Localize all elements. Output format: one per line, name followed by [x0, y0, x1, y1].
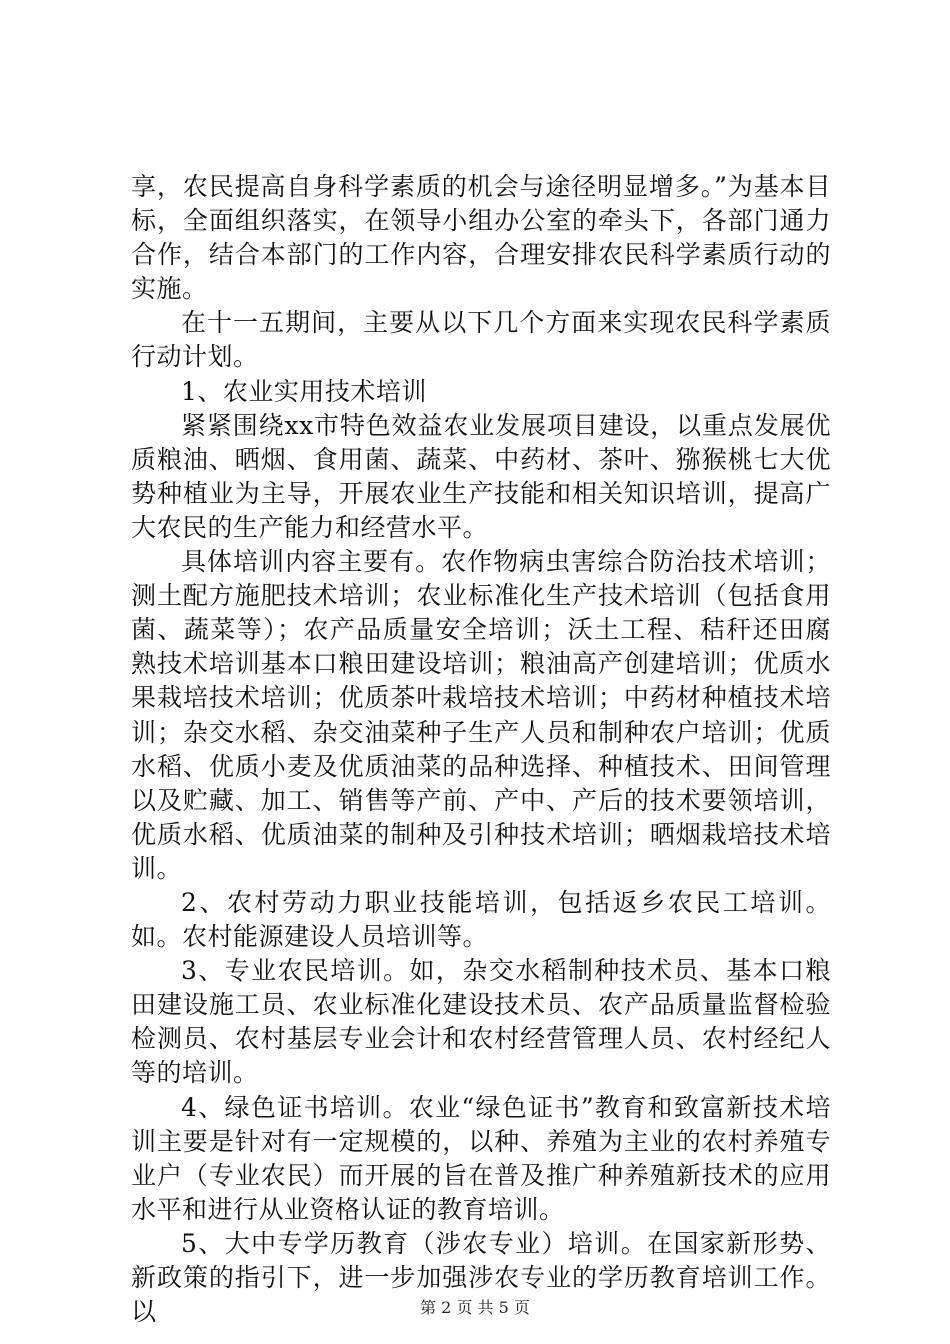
paragraph-3: 紧紧围绕xx市特色效益农业发展项目建设，以重点发展优质粮油、晒烟、食用菌、蔬菜、中药材、茶叶、猕猴桃七大优势种植业为主导，开展农业生产技能和相关知识培训，提高广大农民的生产能力和经营水平。 [131, 410, 831, 542]
paragraph-2: 在十一五期间，主要从以下几个方面来实现农民科学素质行动计划。 [131, 308, 831, 372]
document-body [131, 170, 831, 1329]
section-item-5: 5、大中专学历教育（涉农专业）培训。在国家新形势、新政策的指引下，进一步加强涉农专业的学历教育培训工作。以 [131, 1228, 831, 1327]
paragraph-1: 享，农民提高自身科学素质的机会与途径明显增多。”为基本目标，全面组织落实，在领导小组办公室的牵头下，各部门通力合作，结合本部门的工作内容，合理安排农民科学素质行动的实施。 [131, 172, 831, 304]
page-number-footer: 第 2 页 共 5 页 [420, 1298, 530, 1317]
paragraph-4: 具体培训内容主要有。农作物病虫害综合防治技术培训；测土配方施肥技术培训；农业标准化生产技术培训（包括食用菌、蔬菜等）；农产品质量安全培训；沃土工程、秸秆还田腐熟技术培训基本口粮田建设培训；粮油高产创建培训；优质水果栽培技术培训；优质茶叶栽培技术培训；中药材种植技术培训；杂交水稻、杂交油菜种子生产人员和制种农户培训；优质水稻、优质小麦及优质油菜的品种选择、种植技术、田间管理以及贮藏、加工、销售等产前、产中、产后的技术要领培训，优质水稻、优质油菜的制种及引种技术培训；晒烟栽培技术培训。 [131, 547, 831, 883]
section-heading-1: 1、农业实用技术培训 [181, 376, 427, 406]
section-item-4: 4、绿色证书培训。农业“绿色证书”教育和致富新技术培训主要是针对有一定规模的，以种、养殖为主业的农村养殖专业户（专业农民）而开展的旨在普及推广种养殖新技术的应用水平和进行从业资格认证的教育培训。 [131, 1092, 831, 1224]
section-item-3: 3、专业农民培训。如，杂交水稻制种技术员、基本口粮田建设施工员、农业标准化建设技术员、农产品质量监督检验检测员、农村基层专业会计和农村经营管理人员、农村经纪人等的培训。 [131, 956, 831, 1088]
section-item-2: 2、农村劳动力职业技能培训，包括返乡农民工培训。如。农村能源建设人员培训等。 [131, 887, 831, 952]
